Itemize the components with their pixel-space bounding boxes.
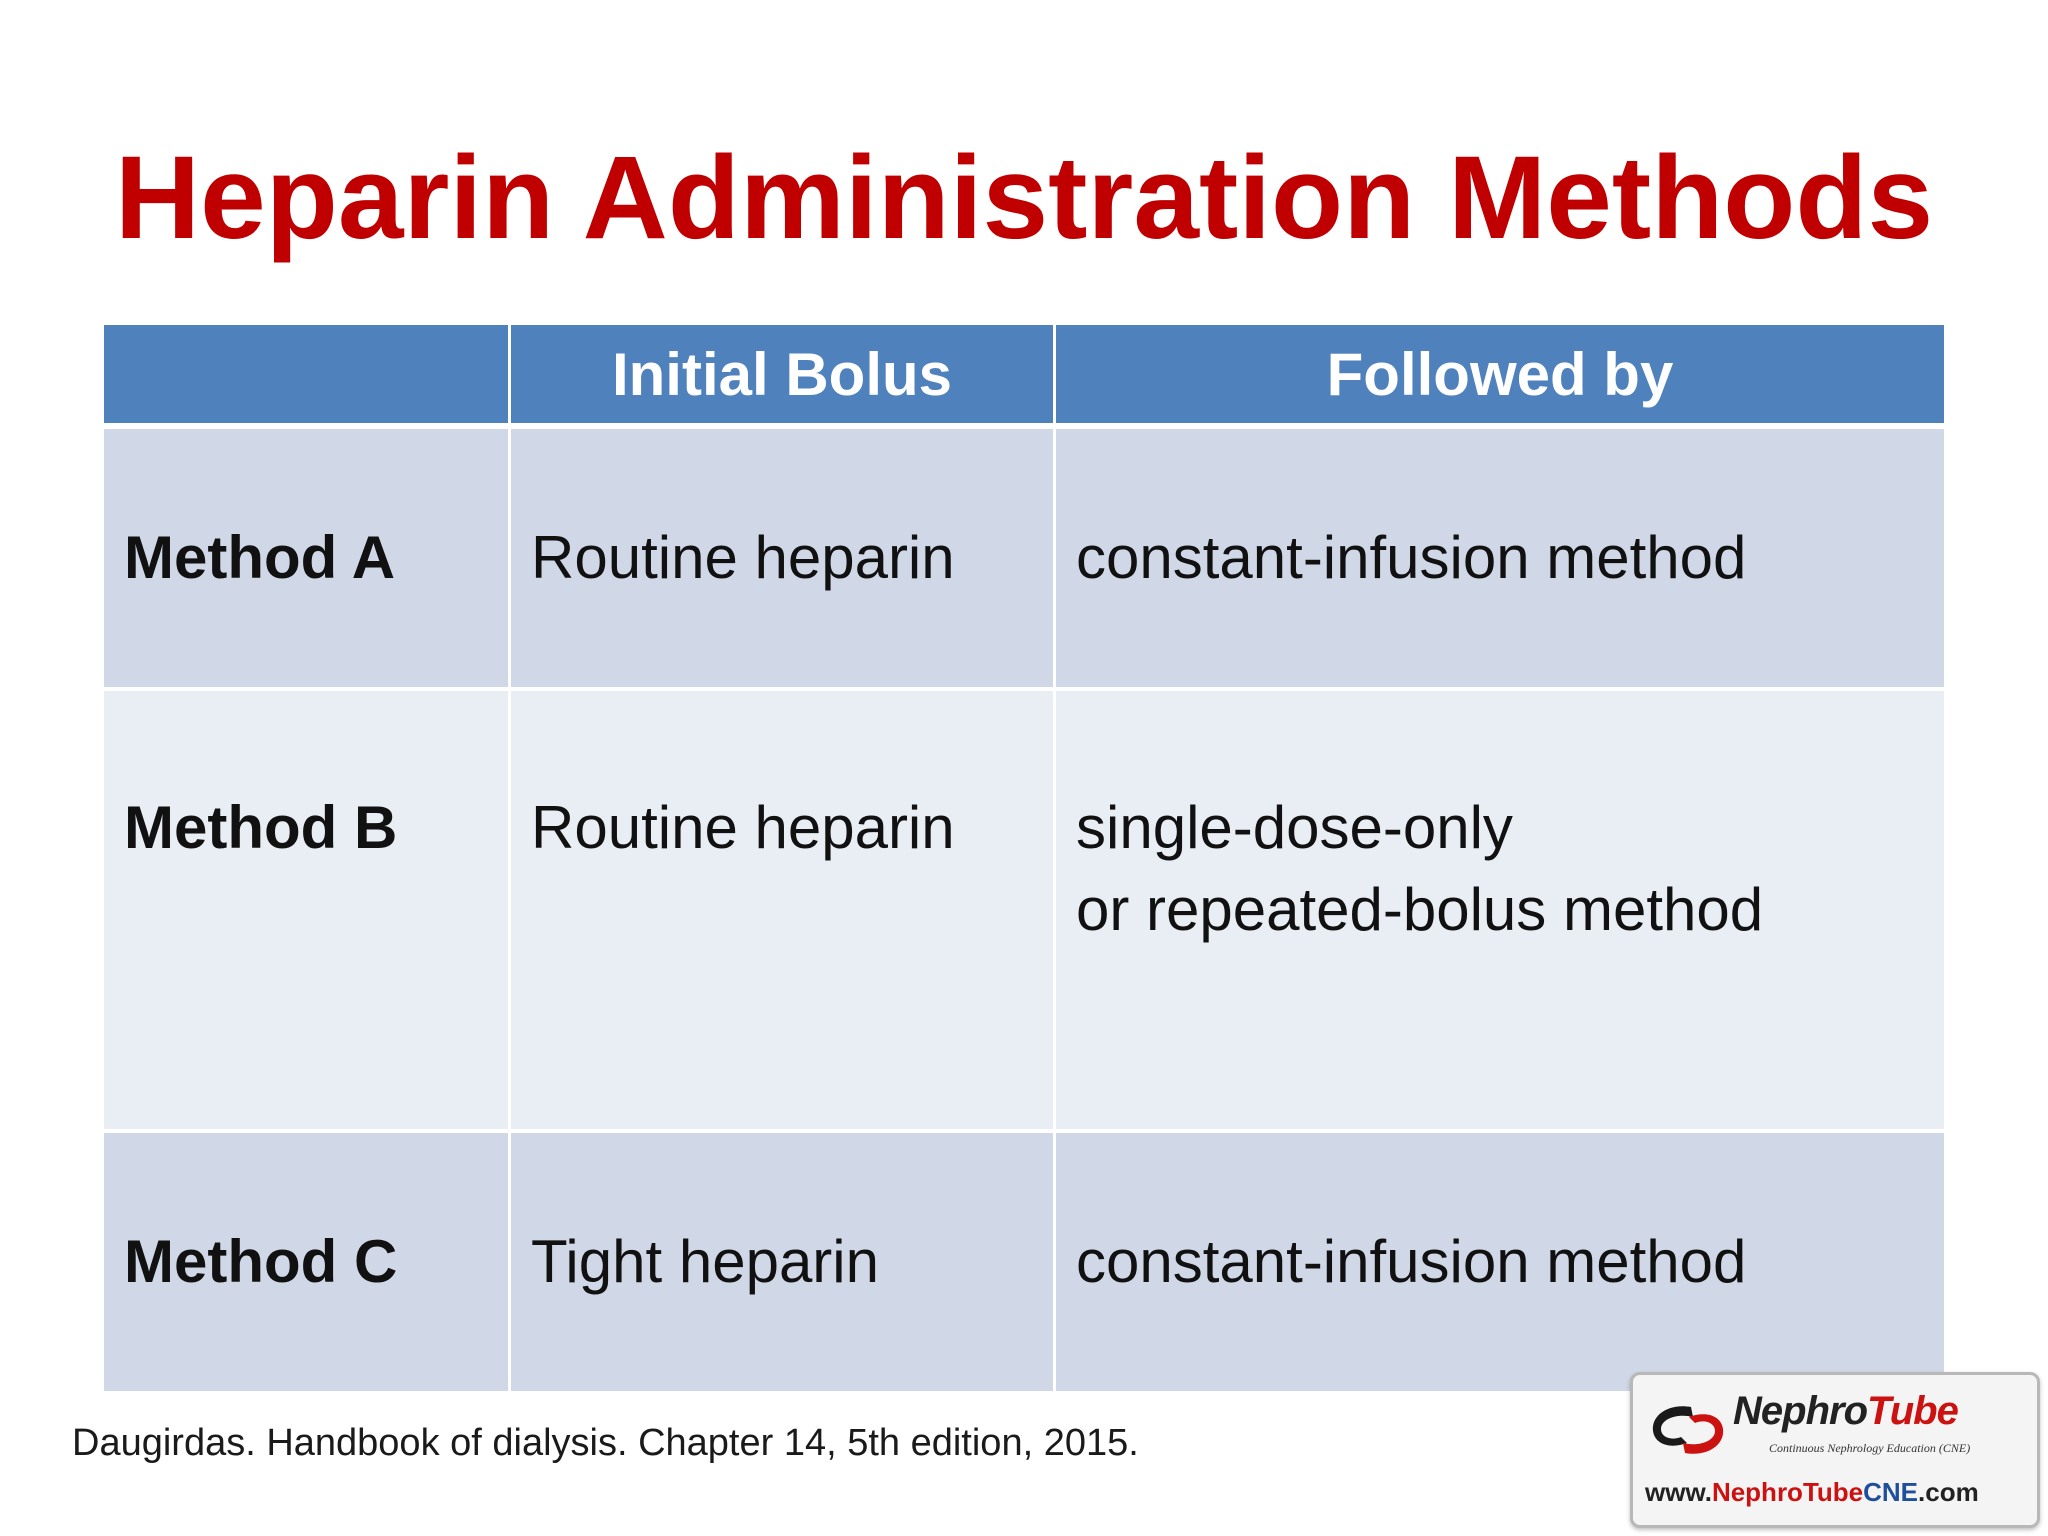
followed-by-cell <box>1056 429 1944 691</box>
header-cell-followed-by: Followed by <box>1056 325 1944 429</box>
methods-table <box>104 325 1944 1395</box>
logo-url <box>1645 1477 1979 1508</box>
logo-name-part: Nephro <box>1733 1389 1867 1433</box>
initial-bolus-cell: Routine heparin <box>511 691 1056 1133</box>
nephrotube-logo <box>1630 1372 2040 1528</box>
logo-name <box>1733 1389 1958 1434</box>
followed-by-line: constant-infusion method <box>1076 1228 1747 1295</box>
initial-bolus-cell: Tight heparin <box>511 1133 1056 1395</box>
followed-by-cell <box>1056 1133 1944 1395</box>
table-header-row <box>104 325 1944 429</box>
logo-url-suffix: .com <box>1918 1477 1979 1507</box>
logo-url-prefix: www. <box>1645 1477 1712 1507</box>
table-row <box>104 691 1944 1133</box>
slide-title: Heparin Administration Methods <box>114 132 1934 264</box>
nephrotube-swirl-icon <box>1647 1399 1729 1461</box>
followed-by-cell <box>1056 691 1944 1133</box>
method-name-cell: Method A <box>104 429 511 691</box>
header-cell-initial-bolus: Initial Bolus <box>511 325 1056 429</box>
method-name-cell: Method B <box>104 691 511 1133</box>
table-row <box>104 429 1944 691</box>
citation: Daugirdas. Handbook of dialysis. Chapter 14, 5th edition, 2015. <box>72 1422 1139 1464</box>
logo-url-name: NephroTube <box>1711 1477 1864 1507</box>
logo-tagline: Continuous Nephrology Education (CNE) <box>1769 1441 1971 1455</box>
initial-bolus-cell: Routine heparin <box>511 429 1056 691</box>
logo-name-accent: Tube <box>1867 1389 1958 1433</box>
logo-url-cne: CNE <box>1863 1477 1919 1507</box>
followed-by-line: single-dose-only <box>1076 794 1513 861</box>
header-cell-empty <box>104 325 511 429</box>
followed-by-line: or repeated-bolus method <box>1076 876 1764 943</box>
method-name-cell: Method C <box>104 1133 511 1395</box>
followed-by-line: constant-infusion method <box>1076 524 1747 591</box>
table-row <box>104 1133 1944 1395</box>
